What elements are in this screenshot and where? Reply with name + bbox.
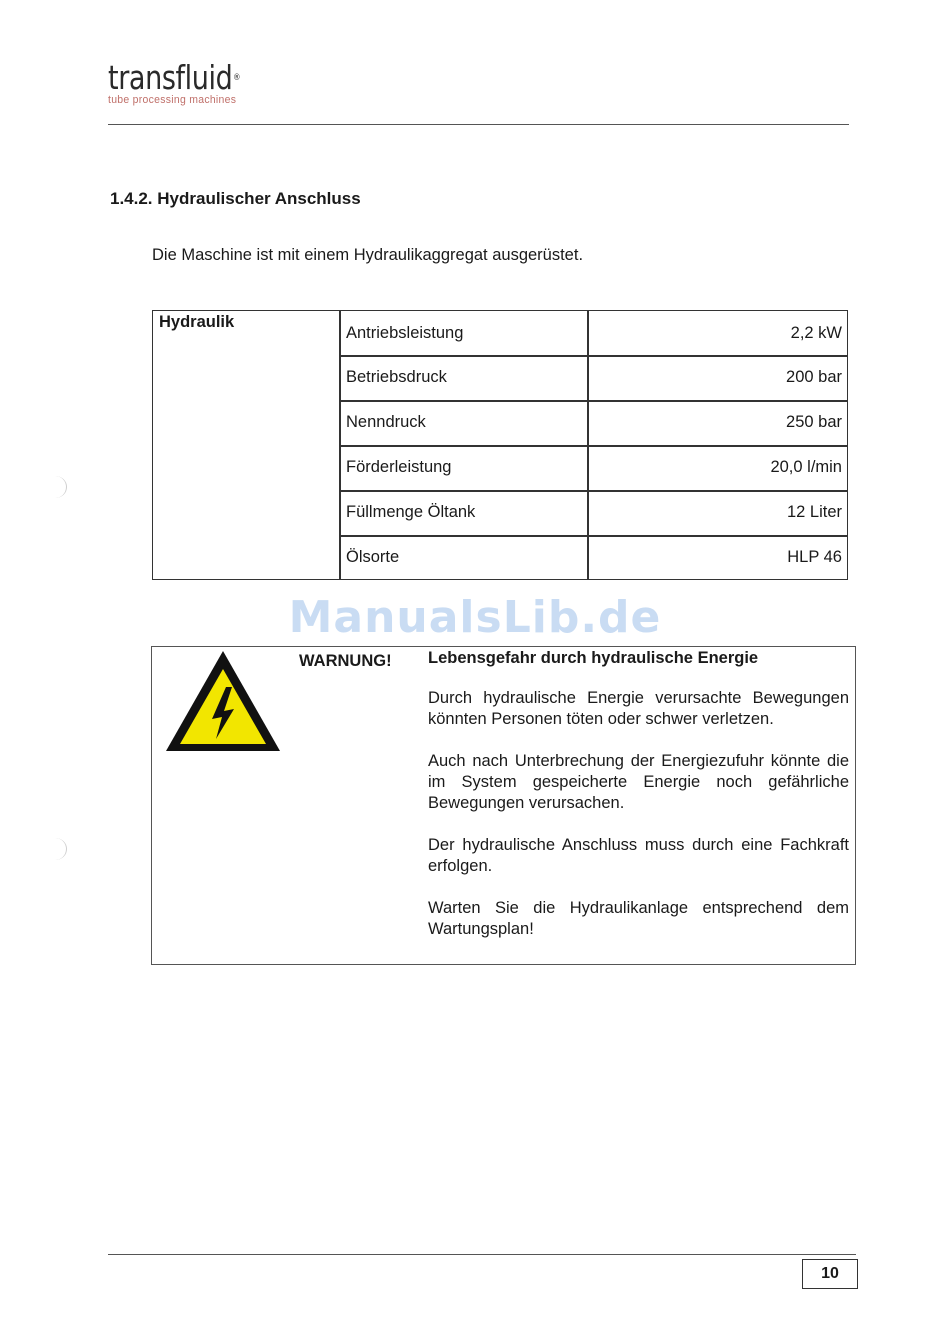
- punch-hole-mark: [44, 476, 67, 498]
- warning-paragraph: Durch hydraulische Energie verursachte Bewegungen könnten Personen töten oder schwer verletzen.: [428, 689, 849, 728]
- spec-value: 2,2 kW: [790, 324, 842, 342]
- spec-name: Ölsorte: [346, 548, 400, 566]
- logo-name: transfluid: [108, 58, 233, 97]
- spec-value: 250 bar: [786, 413, 842, 431]
- spec-name: Nenndruck: [346, 413, 426, 431]
- intro-text: Die Maschine ist mit einem Hydraulikaggregat ausgerüstet.: [152, 246, 584, 264]
- footer-divider: [108, 1254, 856, 1255]
- section-heading: 1.4.2. Hydraulischer Anschluss: [110, 189, 361, 208]
- hydraulic-spec-table: [152, 310, 848, 580]
- company-logo: [108, 60, 269, 106]
- spec-value: 20,0 l/min: [770, 458, 842, 476]
- warning-body: [428, 688, 849, 961]
- spec-value: 200 bar: [786, 368, 842, 386]
- warning-title: WARNUNG!: [299, 652, 392, 670]
- table-row: [340, 355, 847, 400]
- spec-name: Betriebsdruck: [346, 368, 447, 386]
- logo-registered-mark: ®: [233, 73, 241, 83]
- spec-name: Förderleistung: [346, 458, 452, 476]
- warning-paragraph: Der hydraulische Anschluss muss durch eine Fachkraft erfolgen.: [428, 836, 849, 875]
- punch-hole-mark: [44, 838, 67, 860]
- page-number: 10: [802, 1259, 858, 1289]
- table-row: [340, 490, 847, 535]
- warning-paragraph: Auch nach Unterbrechung der Energiezufuhr könnte die im System gespeicherte Energie noch gefährliche Bewegungen verursachen.: [428, 752, 849, 812]
- high-voltage-warning-icon: [162, 647, 284, 762]
- table-row: [340, 311, 847, 356]
- table-row: [340, 535, 847, 580]
- spec-name: Antriebsleistung: [346, 324, 464, 342]
- table-row: [340, 400, 847, 445]
- header-divider: [108, 124, 849, 125]
- table-row: [340, 445, 847, 490]
- spec-table-label: Hydraulik: [159, 313, 235, 331]
- spec-value: HLP 46: [787, 548, 842, 566]
- warning-headline: Lebensgefahr durch hydraulische Energie: [428, 649, 759, 667]
- warning-paragraph: Warten Sie die Hydraulikanlage entsprechend dem Wartungsplan!: [428, 899, 849, 938]
- spec-value: 12 Liter: [786, 503, 842, 521]
- spec-name: Füllmenge Öltank: [346, 503, 476, 521]
- warning-box: [151, 646, 856, 965]
- watermark: ManualsLib.de: [288, 592, 662, 643]
- logo-tagline: tube processing machines: [108, 94, 237, 106]
